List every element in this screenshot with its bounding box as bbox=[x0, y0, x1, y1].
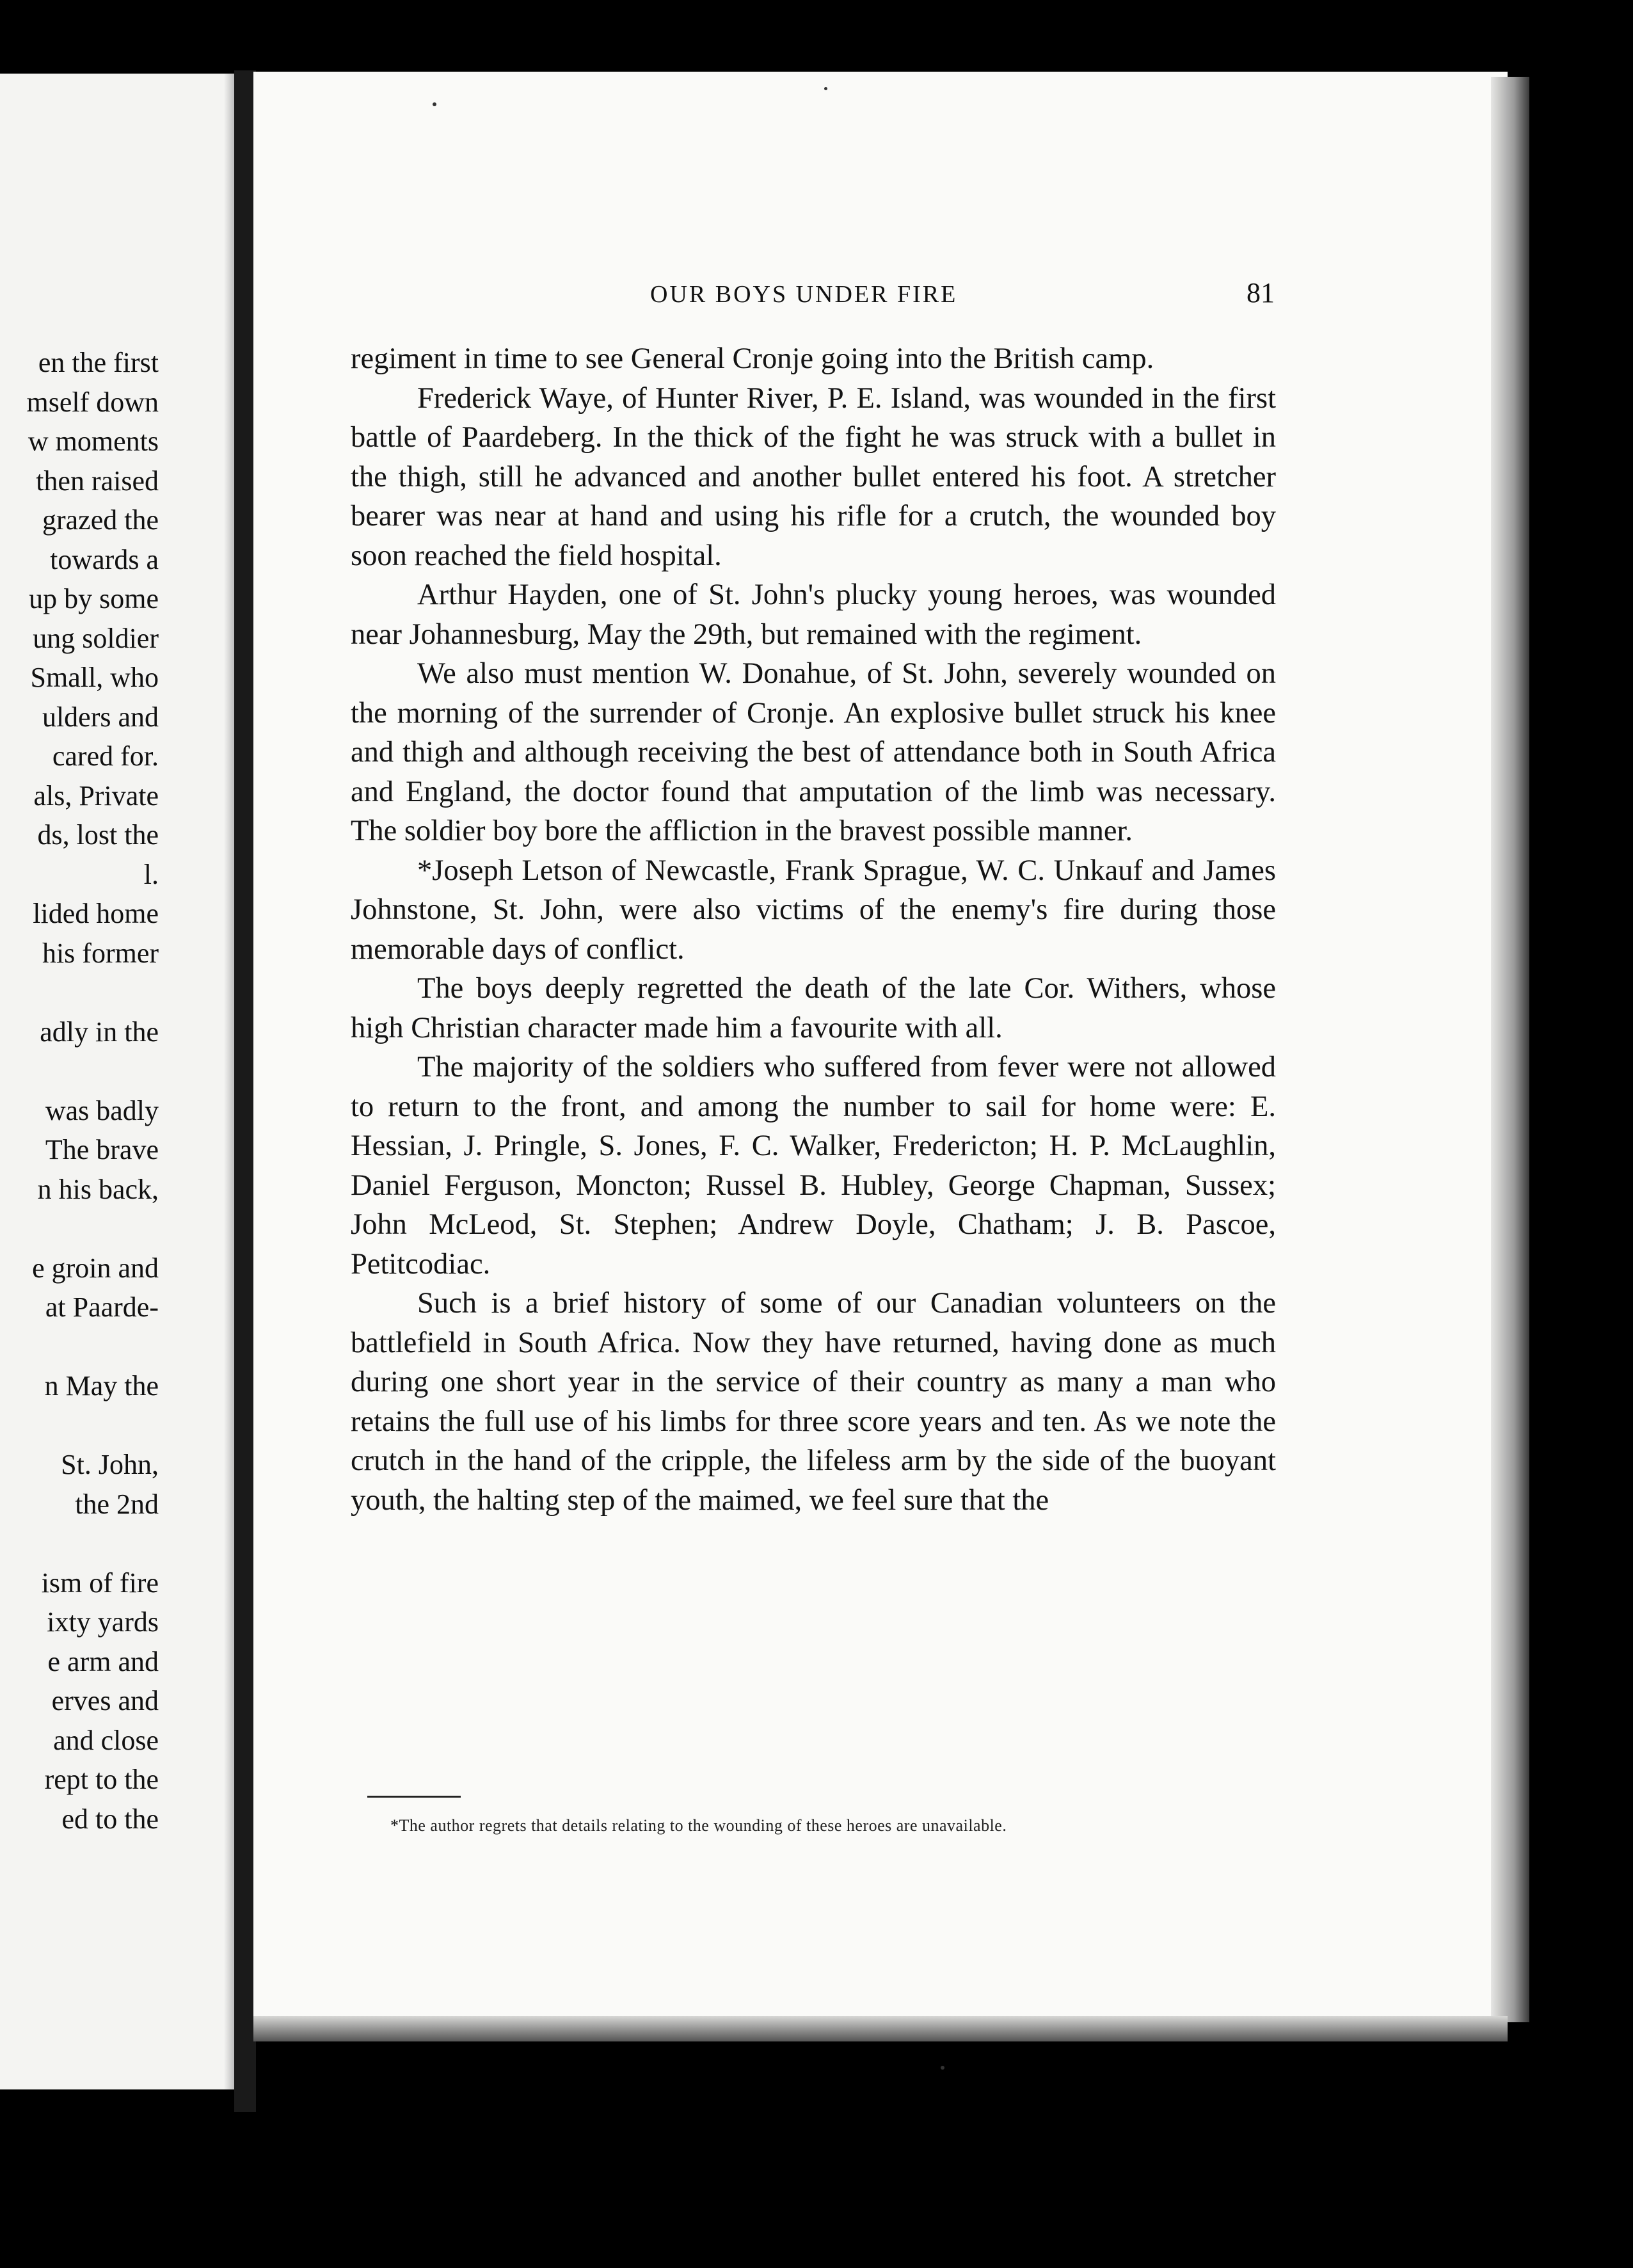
book-gutter bbox=[234, 70, 256, 2112]
previous-page-line: ds, lost the bbox=[37, 819, 159, 850]
paragraph: The majority of the soldiers who suffered from fever were not allowed to return to the front, and among the number to sail for home were: E. Hessian, J. Pringle, S. Jones, F. C. Walker, Fredericton; H. P. McLaughlin, Daniel Ferguson, Moncton; Russel B. Hubley, George Chapman, Sussex; John McLeod, St. Stephen; Andrew Doyle, Chatham; J. B. Pascoe, Petitcodiac. bbox=[351, 1051, 1276, 1281]
scan-speck bbox=[824, 87, 827, 90]
footnote-rule bbox=[367, 1796, 461, 1798]
paragraph: We also must mention W. Donahue, of St. John, severely wounded on the morning of the surrender of Cronje. An explosive bullet struck his knee and thigh and although receiving the best of attendance both in South Africa and England, the doctor found that amputation of the limb was necessary. The soldier boy bore the affliction in the bravest possible manner. bbox=[351, 657, 1276, 847]
previous-page-line: l. bbox=[143, 858, 159, 890]
previous-page-line: e arm and bbox=[47, 1645, 159, 1677]
body-text bbox=[351, 339, 1276, 1520]
previous-page-line: Small, who bbox=[30, 662, 159, 693]
paragraph: *Joseph Letson of Newcastle, Frank Sprague, W. C. Unkauf and James Johnstone, St. John, were also victims of the enemy's fire during those memorable days of conflict. bbox=[351, 854, 1276, 966]
previous-page-line: ulders and bbox=[42, 701, 159, 733]
page-bottom-edge bbox=[253, 2016, 1508, 2041]
previous-page-line: erves and bbox=[51, 1685, 159, 1716]
previous-page-line: n his back, bbox=[37, 1173, 159, 1205]
previous-page-line: towards a bbox=[50, 543, 159, 575]
paragraph: Frederick Waye, of Hunter River, P. E. Island, was wounded in the first battle of Paardeberg. In the thick of the fight he was struck with a bullet in the thigh, still he advanced and another bullet entered his foot. A stretcher bearer was near at hand and using his rifle for a crutch, the wounded boy soon reached the field hospital. bbox=[351, 381, 1276, 572]
previous-page-line: the 2nd bbox=[75, 1488, 159, 1520]
previous-page-line: e groin and bbox=[32, 1252, 159, 1284]
previous-page-line: then raised bbox=[36, 465, 159, 497]
paragraph: Such is a brief history of some of our Canadian volunteers on the battlefield in South Africa. Now they have returned, having done as much during one short year in the service of their country as many a man who retains the full use of his limbs for three score years and ten. As we note the crutch in the hand of the cripple, the lifeless arm by the side of the buoyant youth, the halting step of the maimed, we feel sure that the bbox=[351, 1287, 1276, 1517]
previous-page-line: rept to the bbox=[44, 1764, 159, 1795]
previous-page-line: w moments bbox=[28, 426, 159, 457]
paragraph: The boys deeply regretted the death of the late Cor. Withers, whose high Christian character made him a favourite with all. bbox=[351, 972, 1276, 1044]
previous-page-line: The brave bbox=[45, 1134, 159, 1165]
previous-page-line: grazed the bbox=[42, 504, 159, 536]
previous-page-line: St. John, bbox=[61, 1449, 159, 1480]
paragraph: regiment in time to see General Cronje going into the British camp. bbox=[351, 342, 1154, 375]
previous-page-line: als, Private bbox=[33, 779, 159, 811]
previous-page-line: en the first bbox=[38, 347, 159, 378]
previous-page-line: up by some bbox=[29, 583, 159, 614]
previous-page-line: n May the bbox=[44, 1370, 159, 1402]
previous-page-line: ed to the bbox=[61, 1803, 159, 1835]
running-head: OUR BOYS UNDER FIRE bbox=[650, 281, 958, 308]
previous-page-line: ung soldier bbox=[33, 622, 159, 654]
previous-page bbox=[0, 74, 234, 2089]
previous-page-line: ixty yards bbox=[47, 1606, 159, 1638]
previous-page-line: lided home bbox=[33, 898, 159, 929]
scan-speck bbox=[433, 102, 436, 106]
previous-page-line: mself down bbox=[26, 386, 159, 418]
previous-page-line: adly in the bbox=[40, 1016, 159, 1048]
scan-speck bbox=[941, 2066, 944, 2070]
paragraph: Arthur Hayden, one of St. John's plucky young heroes, was wounded near Johannesburg, May the 29th, but remained with the regiment. bbox=[351, 579, 1276, 651]
previous-page-line: and close bbox=[53, 1724, 159, 1756]
page-number: 81 bbox=[1247, 277, 1275, 308]
page-right-edge bbox=[1491, 77, 1529, 2022]
previous-page-line: was badly bbox=[45, 1094, 159, 1126]
previous-page-line: his former bbox=[42, 937, 159, 969]
page-edge-shadow bbox=[224, 74, 234, 2089]
footnote: *The author regrets that details relating to the wounding of these heroes are unavailable. bbox=[390, 1816, 1007, 1835]
previous-page-line: cared for. bbox=[52, 740, 159, 772]
previous-page-line: ism of fire bbox=[41, 1567, 159, 1599]
previous-page-line: at Paarde- bbox=[45, 1291, 159, 1323]
